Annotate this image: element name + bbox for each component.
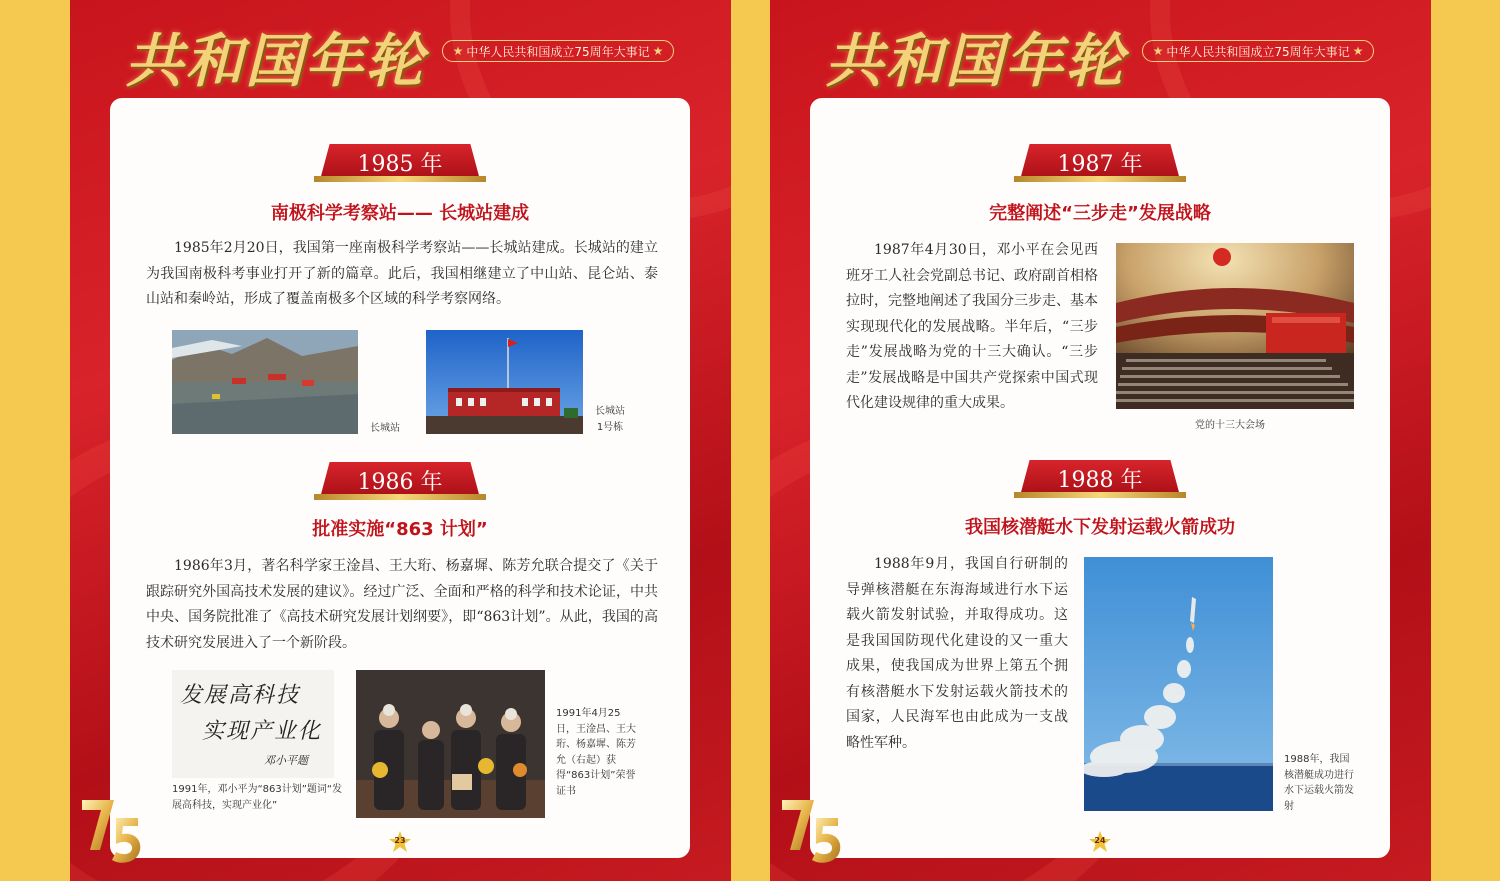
missile-launch-photo [1084, 557, 1273, 811]
left-page [70, 0, 731, 881]
right-margin [1431, 0, 1500, 881]
star-icon: ★ [452, 44, 464, 58]
content-card [810, 98, 1390, 858]
scientists-photo [356, 670, 545, 818]
gutter [731, 0, 771, 881]
brand-title: 共和国年轮 [125, 27, 426, 95]
star-icon: ★ [1352, 44, 1364, 58]
section-headline: 完整阐述“三步走”发展战略 [989, 203, 1211, 224]
section-headline: 批准实施“863 计划” [312, 519, 488, 540]
brand-subtitle: ★ 中华人民共和国成立75周年大事记 ★ [1142, 40, 1374, 62]
calligraphy-image: 发展高科技 实现产业化 邓小平题 [172, 670, 334, 778]
year-banner: 1985 年 [320, 144, 480, 180]
right-page [770, 0, 1431, 881]
great-wall-station-photo [172, 330, 358, 434]
page-number: 23 [388, 830, 412, 854]
star-icon: ★ [652, 44, 664, 58]
section-body: 1985年2月20日，我国第一座南极科学考察站——长城站建成。长城站的建立为我国南极科考事业打开了新的篇章。此后，我国相继建立了中山站、昆仑站、泰山站和秦岭站，形成了覆盖南极多个区域的科学考察网络。 [146, 240, 658, 307]
section-body: 1988年9月，我国自行研制的导弹核潜艇在东海海域进行水下运载火箭发射试验，并取得成功。这是我国国防现代化建设的又一重大成果，使我国成为世界上第五个拥有核潜艇水下发射运载火箭技术的国家，人民海军也由此成为一支战略性军种。 [846, 556, 1068, 751]
congress-hall-photo [1116, 243, 1354, 409]
year-banner: 1987 年 [1020, 144, 1180, 180]
photo-caption: 长城站 [370, 423, 400, 434]
logo-75-icon [778, 790, 848, 870]
photo-caption: 1991年4月25日，王淦昌、王大珩、杨嘉墀、陈芳允（右起）获得“863计划”荣誉证书 [556, 708, 636, 797]
photo-caption: 党的十三大会场 [1195, 420, 1265, 431]
page-number: 24 [1088, 830, 1112, 854]
section-body: 1986年3月，著名科学家王淦昌、王大珩、杨嘉墀、陈芳允联合提交了《关于跟踪研究外国高技术发展的建议》。经过广泛、全面和严格的科学和技术论证，中共中央、国务院批准了《高技术研究发展计划纲要》，即“863计划”。从此，我国的高技术研究发展进入了一个新阶段。 [146, 558, 658, 651]
year-banner: 1988 年 [1020, 460, 1180, 496]
star-icon: ★ [1152, 44, 1164, 58]
logo-75-icon [78, 790, 148, 870]
station-building-photo [426, 330, 583, 434]
content-card [110, 98, 690, 858]
brand-title: 共和国年轮 [825, 27, 1126, 95]
photo-caption: 1988年，我国核潜艇成功进行水下运载火箭发射 [1284, 754, 1354, 812]
left-margin [0, 0, 70, 881]
section-headline: 我国核潜艇水下发射运载火箭成功 [965, 517, 1235, 538]
section-body: 1987年4月30日，邓小平在会见西班牙工人社会党副总书记、政府副首相格拉时，完整地阐述了我国分三步走、基本实现现代化的发展战略。半年后，“三步走”发展战略为党的十三大确认。“三步走”发展战略是中国共产党探索中国式现代化建设规律的重大成果。 [846, 242, 1098, 411]
year-banner: 1986 年 [320, 462, 480, 498]
section-headline: 南极科学考察站—— 长城站建成 [270, 203, 530, 224]
photo-caption: 1991年，邓小平为“863计划”题词“发展高科技，实现产业化” [172, 784, 343, 811]
photo-caption: 长城站 1号栋 [595, 406, 625, 433]
brand-subtitle: ★ 中华人民共和国成立75周年大事记 ★ [442, 40, 674, 62]
